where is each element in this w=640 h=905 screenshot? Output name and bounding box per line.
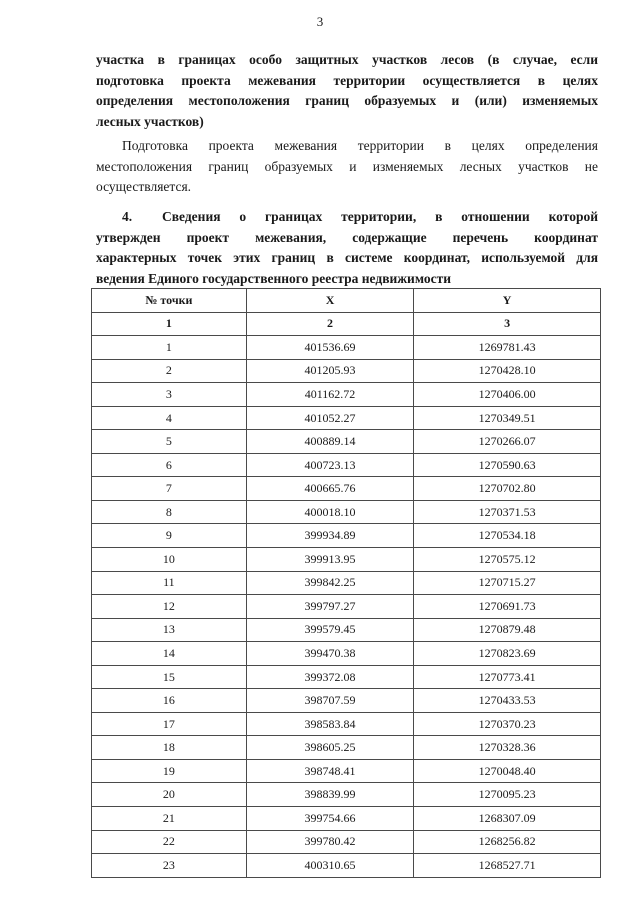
point-number-cell: 2 (92, 359, 247, 383)
y-coordinate-cell: 1270702.80 (414, 477, 601, 501)
column-index: 2 (246, 312, 413, 336)
x-coordinate-cell: 401052.27 (246, 406, 413, 430)
table-row (92, 854, 601, 878)
x-coordinate-cell: 398707.59 (246, 689, 413, 713)
table-subheader-row (92, 312, 601, 336)
x-coordinate-cell: 399579.45 (246, 618, 413, 642)
table-row (92, 689, 601, 713)
x-coordinate-cell: 399470.38 (246, 642, 413, 666)
y-coordinate-cell: 1270048.40 (414, 759, 601, 783)
y-coordinate-cell: 1270406.00 (414, 383, 601, 407)
column-index: 1 (92, 312, 247, 336)
x-coordinate-cell: 401162.72 (246, 383, 413, 407)
table-row (92, 406, 601, 430)
heading-line: характерных точек этих границ в системе координат, используемой для (96, 250, 598, 265)
column-header-point: № точки (92, 289, 247, 313)
x-coordinate-cell: 399913.95 (246, 548, 413, 572)
y-coordinate-cell: 1270433.53 (414, 689, 601, 713)
heading-line: ведения Единого государственного реестра недвижимости (96, 270, 452, 286)
table-body (92, 336, 601, 878)
x-coordinate-cell: 400665.76 (246, 477, 413, 501)
heading-line: утвержден проект межевания, содержащие перечень координат (96, 229, 598, 245)
table-row (92, 453, 601, 477)
point-number-cell: 9 (92, 524, 247, 548)
x-coordinate-cell: 398605.25 (246, 736, 413, 760)
table-row (92, 548, 601, 572)
table-row (92, 336, 601, 360)
x-coordinate-cell: 400018.10 (246, 500, 413, 524)
x-coordinate-cell: 400723.13 (246, 453, 413, 477)
heading-line: подготовка проекта межевания территории осуществляется в целях (96, 72, 598, 88)
point-number-cell: 11 (92, 571, 247, 595)
section-number: 4. (122, 209, 133, 224)
body-paragraph (96, 136, 598, 198)
point-number-cell: 5 (92, 430, 247, 454)
table-row (92, 430, 601, 454)
point-number-cell: 16 (92, 689, 247, 713)
y-coordinate-cell: 1268256.82 (414, 830, 601, 854)
y-coordinate-cell: 1270534.18 (414, 524, 601, 548)
y-coordinate-cell: 1270095.23 (414, 783, 601, 807)
table-row (92, 595, 601, 619)
point-number-cell: 4 (92, 406, 247, 430)
point-number-cell: 10 (92, 548, 247, 572)
x-coordinate-cell: 401205.93 (246, 359, 413, 383)
table-row (92, 759, 601, 783)
heading-line: определения местоположения границ образуемых и (или) изменяемых (96, 93, 598, 108)
heading-line: участка в границах особо защитных участков лесов (в случае, если (96, 52, 598, 67)
point-number-cell: 3 (92, 383, 247, 407)
column-index: 3 (414, 312, 601, 336)
table-row (92, 524, 601, 548)
x-coordinate-cell: 398748.41 (246, 759, 413, 783)
y-coordinate-cell: 1270370.23 (414, 712, 601, 736)
x-coordinate-cell: 399842.25 (246, 571, 413, 595)
point-number-cell: 20 (92, 783, 247, 807)
y-coordinate-cell: 1270328.36 (414, 736, 601, 760)
heading-line (96, 207, 598, 228)
table-row (92, 383, 601, 407)
column-header-x: X (246, 289, 413, 313)
x-coordinate-cell: 399754.66 (246, 807, 413, 831)
table-row (92, 665, 601, 689)
point-number-cell: 12 (92, 595, 247, 619)
table-row (92, 830, 601, 854)
paragraph-line: осуществляется. (96, 179, 192, 194)
heading-line: лесных участков) (96, 113, 204, 129)
table-row (92, 359, 601, 383)
table-row (92, 783, 601, 807)
point-number-cell: 1 (92, 336, 247, 360)
y-coordinate-cell: 1268527.71 (414, 854, 601, 878)
y-coordinate-cell: 1270879.48 (414, 618, 601, 642)
column-header-y: Y (414, 289, 601, 313)
point-number-cell: 21 (92, 807, 247, 831)
x-coordinate-cell: 399780.42 (246, 830, 413, 854)
paragraph-line: Подготовка проекта межевания территории в целях определения (122, 138, 598, 153)
page-number: 3 (316, 14, 324, 29)
y-coordinate-cell: 1268307.09 (414, 807, 601, 831)
x-coordinate-cell: 398839.99 (246, 783, 413, 807)
point-number-cell: 23 (92, 854, 247, 878)
table-row (92, 736, 601, 760)
table-row (92, 807, 601, 831)
x-coordinate-cell: 399797.27 (246, 595, 413, 619)
point-number-cell: 14 (92, 642, 247, 666)
y-coordinate-cell: 1270371.53 (414, 500, 601, 524)
section-4-heading (96, 207, 598, 289)
x-coordinate-cell: 401536.69 (246, 336, 413, 360)
y-coordinate-cell: 1270715.27 (414, 571, 601, 595)
point-number-cell: 8 (92, 500, 247, 524)
x-coordinate-cell: 399372.08 (246, 665, 413, 689)
x-coordinate-cell: 399934.89 (246, 524, 413, 548)
table-row (92, 500, 601, 524)
table-row (92, 618, 601, 642)
y-coordinate-cell: 1270691.73 (414, 595, 601, 619)
point-number-cell: 15 (92, 665, 247, 689)
x-coordinate-cell: 400889.14 (246, 430, 413, 454)
heading-text: Сведения о границах территории, в отношении которой (162, 209, 598, 224)
y-coordinate-cell: 1270428.10 (414, 359, 601, 383)
section-heading-continuation (96, 50, 598, 132)
table-row (92, 477, 601, 501)
table-row (92, 712, 601, 736)
table-row (92, 571, 601, 595)
point-number-cell: 17 (92, 712, 247, 736)
point-number-cell: 7 (92, 477, 247, 501)
x-coordinate-cell: 400310.65 (246, 854, 413, 878)
point-number-cell: 6 (92, 453, 247, 477)
table-header-row (92, 289, 601, 313)
y-coordinate-cell: 1270349.51 (414, 406, 601, 430)
point-number-cell: 13 (92, 618, 247, 642)
y-coordinate-cell: 1270773.41 (414, 665, 601, 689)
x-coordinate-cell: 398583.84 (246, 712, 413, 736)
point-number-cell: 22 (92, 830, 247, 854)
y-coordinate-cell: 1270266.07 (414, 430, 601, 454)
coordinates-table (91, 288, 601, 878)
table-row (92, 642, 601, 666)
paragraph-line: местоположения границ образуемых и изменяемых лесных участков не (96, 158, 598, 174)
y-coordinate-cell: 1269781.43 (414, 336, 601, 360)
y-coordinate-cell: 1270590.63 (414, 453, 601, 477)
y-coordinate-cell: 1270575.12 (414, 548, 601, 572)
point-number-cell: 19 (92, 759, 247, 783)
point-number-cell: 18 (92, 736, 247, 760)
y-coordinate-cell: 1270823.69 (414, 642, 601, 666)
